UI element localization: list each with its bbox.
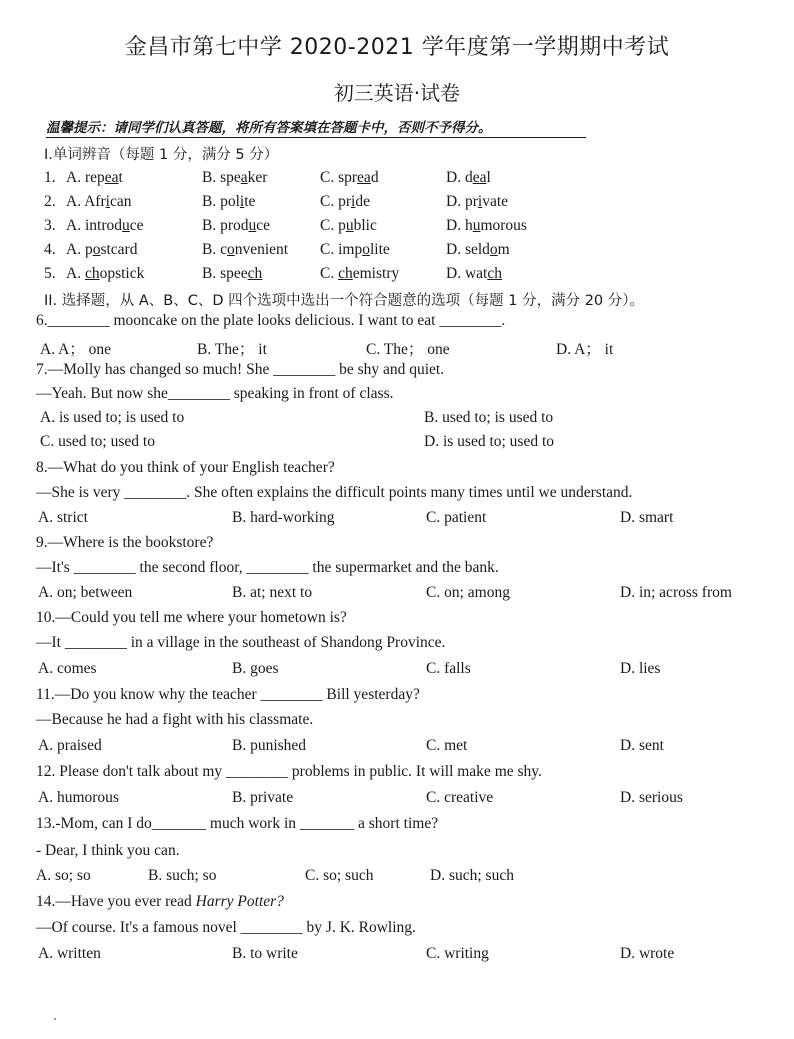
- underlined-letters: o: [92, 241, 101, 258]
- option-letter: C.: [320, 193, 339, 210]
- answer-option: C. patient: [426, 509, 487, 526]
- option-letter: C.: [320, 265, 339, 282]
- question-stem: 9.—Where is the bookstore?: [36, 534, 214, 551]
- word-part: d: [370, 169, 379, 186]
- phonetic-option: [320, 193, 370, 211]
- answer-option: D. serious: [620, 789, 683, 806]
- dialogue-line: —She is very ________. She often explains the difficult points many times until we understand.: [36, 484, 633, 501]
- word-part: t: [118, 169, 123, 186]
- word-part: seld: [464, 241, 490, 258]
- answer-option: A. praised: [38, 737, 102, 754]
- answer-option: A. written: [38, 945, 101, 962]
- word-part: pol: [220, 193, 240, 210]
- underlined-letters: ch: [84, 265, 100, 282]
- word-part: spe: [220, 169, 241, 186]
- answer-option: C. on; among: [426, 584, 510, 601]
- underlined-letters: ea: [472, 169, 487, 186]
- answer-option: D. smart: [620, 509, 674, 526]
- answer-option: B. used to; is used to: [424, 409, 554, 426]
- answer-option: A. strict: [38, 509, 88, 526]
- answer-option: A. on; between: [38, 584, 133, 601]
- option-letter: D.: [446, 241, 465, 258]
- question-stem: 10.—Could you tell me where your hometown is?: [36, 609, 347, 626]
- underlined-letters: ch: [487, 265, 502, 282]
- word-part: ce: [256, 217, 271, 234]
- answer-option: C. writing: [426, 945, 489, 962]
- question-stem: 12. Please don't talk about my ________ problems in public. It will make me shy.: [36, 763, 542, 780]
- phonetic-option: [320, 241, 390, 259]
- underlined-letters: ch: [247, 265, 263, 282]
- word-part: l: [486, 169, 491, 186]
- question-stem: 7.—Molly has changed so much! She ________ be shy and quiet.: [36, 361, 445, 378]
- word-part: emistry: [352, 265, 400, 282]
- question-number: 1.: [44, 169, 56, 186]
- word-part: can: [109, 193, 132, 210]
- word-part: spee: [220, 265, 248, 282]
- phonetic-option: [320, 265, 399, 283]
- answer-option: B. at; next to: [232, 584, 313, 601]
- answer-option: B. such; so: [148, 867, 217, 884]
- dialogue-line: —Yeah. But now she________ speaking in front of class.: [36, 385, 394, 402]
- answer-option: C. falls: [426, 660, 471, 677]
- word-part: h: [464, 217, 473, 234]
- phonetic-option: [66, 193, 131, 211]
- answer-option: A. is used to; is used to: [40, 409, 185, 426]
- question-stem: 8.—What do you think of your English teacher?: [36, 459, 335, 476]
- word-part: d: [464, 169, 473, 186]
- phonetic-option: [446, 217, 527, 235]
- underlined-letters: u: [345, 217, 354, 234]
- answer-option: B. hard-working: [232, 509, 335, 526]
- word-part: nvenient: [234, 241, 289, 258]
- word-part: Afr: [84, 193, 106, 210]
- phonetic-option: [202, 193, 255, 211]
- word-part: pr: [338, 193, 352, 210]
- phonetic-option: [202, 169, 267, 187]
- dialogue-line: —It ________ in a village in the southeast of Shandong Province.: [36, 634, 446, 651]
- word-part: imp: [338, 241, 363, 258]
- answer-option: C. used to; used to: [40, 433, 155, 450]
- underlined-letters: u: [121, 217, 130, 234]
- answer-option: D. is used to; used to: [424, 433, 555, 450]
- answer-option: B. private: [232, 789, 294, 806]
- option-letter: D.: [446, 193, 465, 210]
- answer-option: B. punished: [232, 737, 307, 754]
- answer-option: D. A； it: [556, 341, 614, 358]
- answer-option: D. wrote: [620, 945, 675, 962]
- phonetic-option: [66, 265, 144, 283]
- question-stem: 11.—Do you know why the teacher ________ Bill yesterday?: [36, 686, 420, 703]
- underlined-letters: o: [226, 241, 235, 258]
- answer-option: D. in; across from: [620, 584, 732, 601]
- phonetic-option: [446, 169, 491, 187]
- dialogue-line: - Dear, I think you can.: [36, 842, 180, 859]
- answer-option: C. The； one: [366, 341, 450, 358]
- word-part: m: [497, 241, 510, 258]
- word-part: p: [84, 241, 93, 258]
- book-title: Harry Potter?: [195, 893, 284, 910]
- word-part: ce: [129, 217, 144, 234]
- underlined-letters: ch: [338, 265, 353, 282]
- underlined-letters: o: [362, 241, 370, 258]
- answer-option: A. so; so: [36, 867, 91, 884]
- underlined-letters: i: [477, 193, 483, 210]
- phonetic-option: [66, 241, 137, 259]
- option-letter: C.: [320, 241, 339, 258]
- word-part: stcard: [100, 241, 138, 258]
- option-letter: A.: [66, 217, 85, 234]
- word-part: c: [220, 241, 227, 258]
- question-stem: 6.________ mooncake on the plate looks delicious. I want to eat ________.: [36, 312, 506, 329]
- word-part: rep: [84, 169, 105, 186]
- word-part: morous: [480, 217, 527, 234]
- option-letter: B.: [202, 169, 221, 186]
- answer-option: D. sent: [620, 737, 664, 754]
- option-letter: A.: [66, 169, 85, 186]
- word-part: spr: [338, 169, 358, 186]
- underlined-letters: u: [248, 217, 257, 234]
- answer-option: C. met: [426, 737, 468, 754]
- underlined-letters: ea: [104, 169, 119, 186]
- answer-option: B. to write: [232, 945, 298, 962]
- underlined-letters: i: [105, 193, 110, 210]
- word-part: pr: [464, 193, 478, 210]
- underlined-letters: o: [489, 241, 498, 258]
- word-part: lite: [369, 241, 390, 258]
- question-number: 3.: [44, 217, 56, 234]
- word-part: introd: [84, 217, 122, 234]
- dialogue-line: —Because he had a fight with his classmate.: [36, 711, 314, 728]
- answer-option: B. The； it: [197, 341, 267, 358]
- phonetic-option: [66, 217, 144, 235]
- exam-subtitle: 初三英语·试卷: [333, 81, 461, 105]
- option-letter: A.: [66, 241, 85, 258]
- word-part: ker: [247, 169, 268, 186]
- phonetic-option: [202, 241, 288, 259]
- phonetic-option: [446, 241, 510, 259]
- answer-option: B. goes: [232, 660, 279, 677]
- section-heading: I.单词辨音（每题 1 分，满分 5 分）: [44, 147, 279, 163]
- phonetic-option: [66, 169, 123, 187]
- question-number: 2.: [44, 193, 56, 210]
- question-stem: [36, 893, 284, 911]
- answer-option: D. such; such: [430, 867, 514, 884]
- underlined-letters: ea: [357, 169, 371, 186]
- word-part: te: [244, 193, 256, 210]
- phonetic-option: [202, 217, 270, 235]
- phonetic-option: [320, 169, 379, 187]
- phonetic-option: [446, 265, 502, 283]
- notice-banner: 温馨提示：请同学们认真答题，将所有答案填在答题卡中，否则不予得分。: [46, 116, 586, 138]
- option-letter: A.: [66, 265, 85, 282]
- option-letter: A.: [66, 193, 85, 210]
- dialogue-line: —It's ________ the second floor, ________ the supermarket and the bank.: [36, 559, 499, 576]
- stem-text: 14.—Have you ever read: [36, 893, 196, 910]
- underlined-letters: u: [472, 217, 481, 234]
- phonetic-option: [202, 265, 262, 283]
- option-letter: B.: [202, 241, 221, 258]
- option-letter: D.: [446, 265, 465, 282]
- answer-option: C. so; such: [305, 867, 374, 884]
- answer-option: A. humorous: [38, 789, 119, 806]
- exam-title: 金昌市第七中学 2020-2021 学年度第一学期期中考试: [124, 35, 670, 60]
- word-part: blic: [353, 217, 377, 234]
- question-number: 4.: [44, 241, 56, 258]
- underlined-letters: i: [351, 193, 356, 210]
- option-letter: C.: [320, 217, 339, 234]
- option-letter: B.: [202, 217, 221, 234]
- word-part: opstick: [99, 265, 145, 282]
- option-letter: D.: [446, 169, 465, 186]
- option-letter: B.: [202, 265, 221, 282]
- phonetic-option: [446, 193, 508, 211]
- question-stem: 13.-Mom, can I do_______ much work in _______ a short time?: [36, 815, 439, 832]
- dialogue-line: —Of course. It's a famous novel ________ by J. K. Rowling.: [36, 919, 416, 936]
- underlined-letters: i: [239, 193, 245, 210]
- word-part: p: [338, 217, 346, 234]
- phonetic-option: [320, 217, 377, 235]
- option-letter: D.: [446, 217, 465, 234]
- section-heading: II. 选择题，从 A、B、C、D 四个选项中选出一个符合题意的选项（每题 1 分，满分 20 分）。: [44, 293, 645, 309]
- question-number: 5.: [44, 265, 56, 282]
- answer-option: D. lies: [620, 660, 661, 677]
- option-letter: C.: [320, 169, 339, 186]
- option-letter: B.: [202, 193, 221, 210]
- scan-speck: [54, 1018, 56, 1020]
- answer-option: A. A； one: [40, 341, 112, 358]
- word-part: vate: [482, 193, 509, 210]
- answer-option: C. creative: [426, 789, 494, 806]
- word-part: prod: [220, 217, 249, 234]
- answer-option: A. comes: [38, 660, 97, 677]
- word-part: wat: [464, 265, 488, 282]
- word-part: de: [355, 193, 370, 210]
- underlined-letters: a: [240, 169, 248, 186]
